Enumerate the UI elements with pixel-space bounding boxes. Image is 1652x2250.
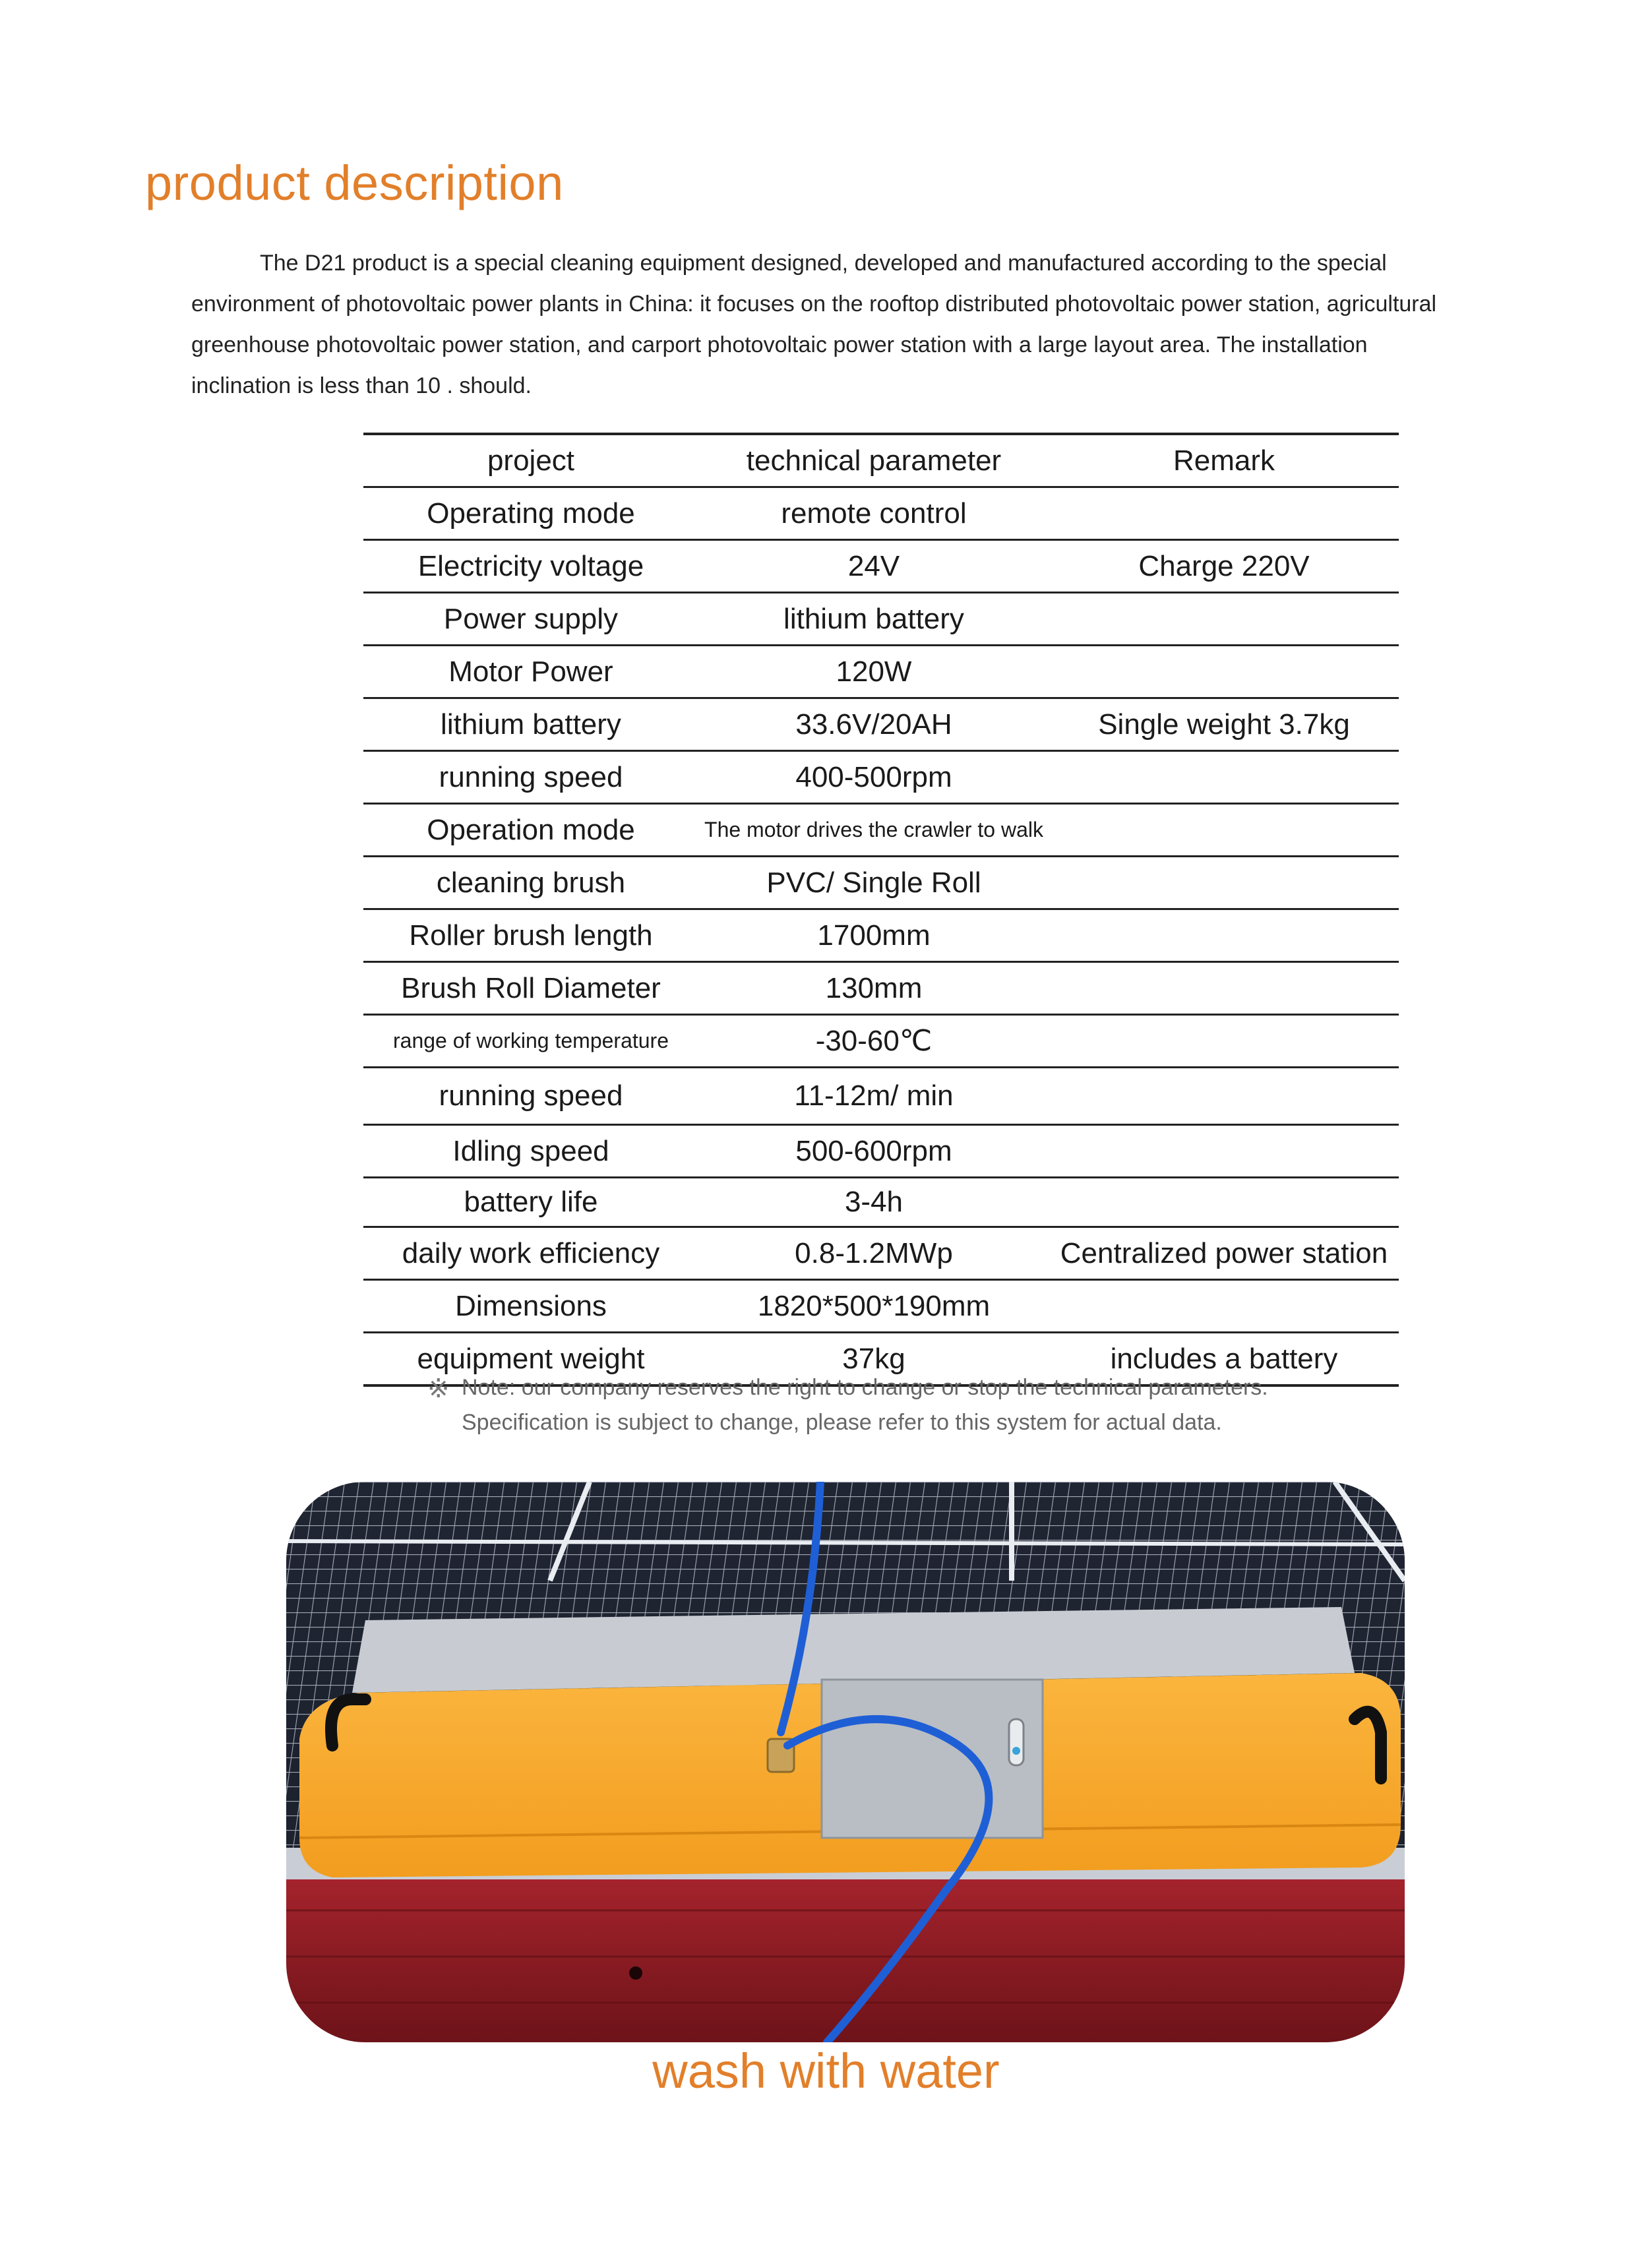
intro-paragraph: [191, 243, 1457, 406]
row-parameter: -30-60℃: [698, 1015, 1049, 1068]
table-row: [363, 646, 1399, 698]
row-parameter: 120W: [698, 646, 1049, 698]
row-remark: [1049, 593, 1399, 646]
row-parameter: 33.6V/20AH: [698, 698, 1049, 751]
latch-icon: [1009, 1719, 1024, 1765]
note-line-2: Specification is subject to change, please refer to this system for actual data.: [462, 1410, 1222, 1435]
row-parameter: lithium battery: [698, 593, 1049, 646]
row-project: Electricity voltage: [363, 540, 698, 593]
header-remark: Remark: [1049, 434, 1399, 487]
row-parameter: remote control: [698, 487, 1049, 540]
row-remark: [1049, 487, 1399, 540]
row-remark: includes a battery: [1049, 1333, 1399, 1386]
table-row: [363, 540, 1399, 593]
table-row: [363, 1068, 1399, 1125]
row-remark: Single weight 3.7kg: [1049, 698, 1399, 751]
table-row: [363, 751, 1399, 804]
row-remark: Centralized power station: [1049, 1227, 1399, 1280]
row-project: battery life: [363, 1178, 698, 1227]
row-project: running speed: [363, 1068, 698, 1125]
photo-caption: wash with water: [652, 2044, 1000, 2098]
row-parameter: 1700mm: [698, 909, 1049, 962]
table-row: [363, 804, 1399, 857]
row-project: equipment weight: [363, 1333, 698, 1386]
table-row: [363, 1015, 1399, 1068]
page-title: product description: [145, 156, 564, 210]
row-parameter: PVC/ Single Roll: [698, 857, 1049, 909]
table-row: [363, 1280, 1399, 1333]
row-parameter: The motor drives the crawler to walk: [698, 804, 1049, 857]
row-project: Idling speed: [363, 1125, 698, 1178]
row-project: Roller brush length: [363, 909, 698, 962]
row-remark: [1049, 1178, 1399, 1227]
product-photo: [286, 1482, 1405, 2042]
cleaning-robot-illustration: [286, 1482, 1405, 2042]
row-remark: [1049, 1015, 1399, 1068]
row-project: Dimensions: [363, 1280, 698, 1333]
row-project: running speed: [363, 751, 698, 804]
row-parameter: 3-4h: [698, 1178, 1049, 1227]
reference-mark-icon: ※: [427, 1374, 450, 1403]
table-row: [363, 1125, 1399, 1178]
row-parameter: 1820*500*190mm: [698, 1280, 1049, 1333]
row-remark: [1049, 646, 1399, 698]
table-row: [363, 698, 1399, 751]
row-remark: [1049, 751, 1399, 804]
row-remark: [1049, 962, 1399, 1015]
row-project: Operating mode: [363, 487, 698, 540]
row-remark: Charge 220V: [1049, 540, 1399, 593]
spec-table: [363, 433, 1399, 1387]
row-project: range of working temperature: [363, 1015, 698, 1068]
row-parameter: 37kg: [698, 1333, 1049, 1386]
row-project: cleaning brush: [363, 857, 698, 909]
header-technical-parameter: technical parameter: [698, 434, 1049, 487]
row-remark: [1049, 1280, 1399, 1333]
row-parameter: 24V: [698, 540, 1049, 593]
row-remark: [1049, 804, 1399, 857]
table-row: [363, 962, 1399, 1015]
spec-table-header: [363, 434, 1399, 487]
table-row: [363, 487, 1399, 540]
row-remark: [1049, 1068, 1399, 1125]
table-row: [363, 593, 1399, 646]
row-remark: [1049, 1125, 1399, 1178]
row-parameter: 130mm: [698, 962, 1049, 1015]
note-line-1: Note: our company reserves the right to change or stop the technical parameters.: [462, 1375, 1268, 1400]
row-project: lithium battery: [363, 698, 698, 751]
disclaimer-note: [427, 1370, 1268, 1440]
row-remark: [1049, 909, 1399, 962]
table-row: [363, 1227, 1399, 1280]
row-parameter: 11-12m/ min: [698, 1068, 1049, 1125]
table-row: [363, 909, 1399, 962]
header-project: project: [363, 434, 698, 487]
table-row: [363, 1178, 1399, 1227]
intro-text: The D21 product is a special cleaning equipment designed, developed and manufactured according to the special environment of photovoltaic power plants in China: it focuses on the rooftop distributed photovoltaic power station, agricultural greenhouse photovoltaic power station, and carport photovoltaic power station with a large layout area. The installation inclination is less than 10 . should.: [191, 251, 1437, 398]
row-project: Brush Roll Diameter: [363, 962, 698, 1015]
table-row: [363, 857, 1399, 909]
row-project: daily work efficiency: [363, 1227, 698, 1280]
row-project: Operation mode: [363, 804, 698, 857]
row-project: Motor Power: [363, 646, 698, 698]
row-project: Power supply: [363, 593, 698, 646]
row-remark: [1049, 857, 1399, 909]
row-parameter: 400-500rpm: [698, 751, 1049, 804]
row-parameter: 500-600rpm: [698, 1125, 1049, 1178]
row-parameter: 0.8-1.2MWp: [698, 1227, 1049, 1280]
